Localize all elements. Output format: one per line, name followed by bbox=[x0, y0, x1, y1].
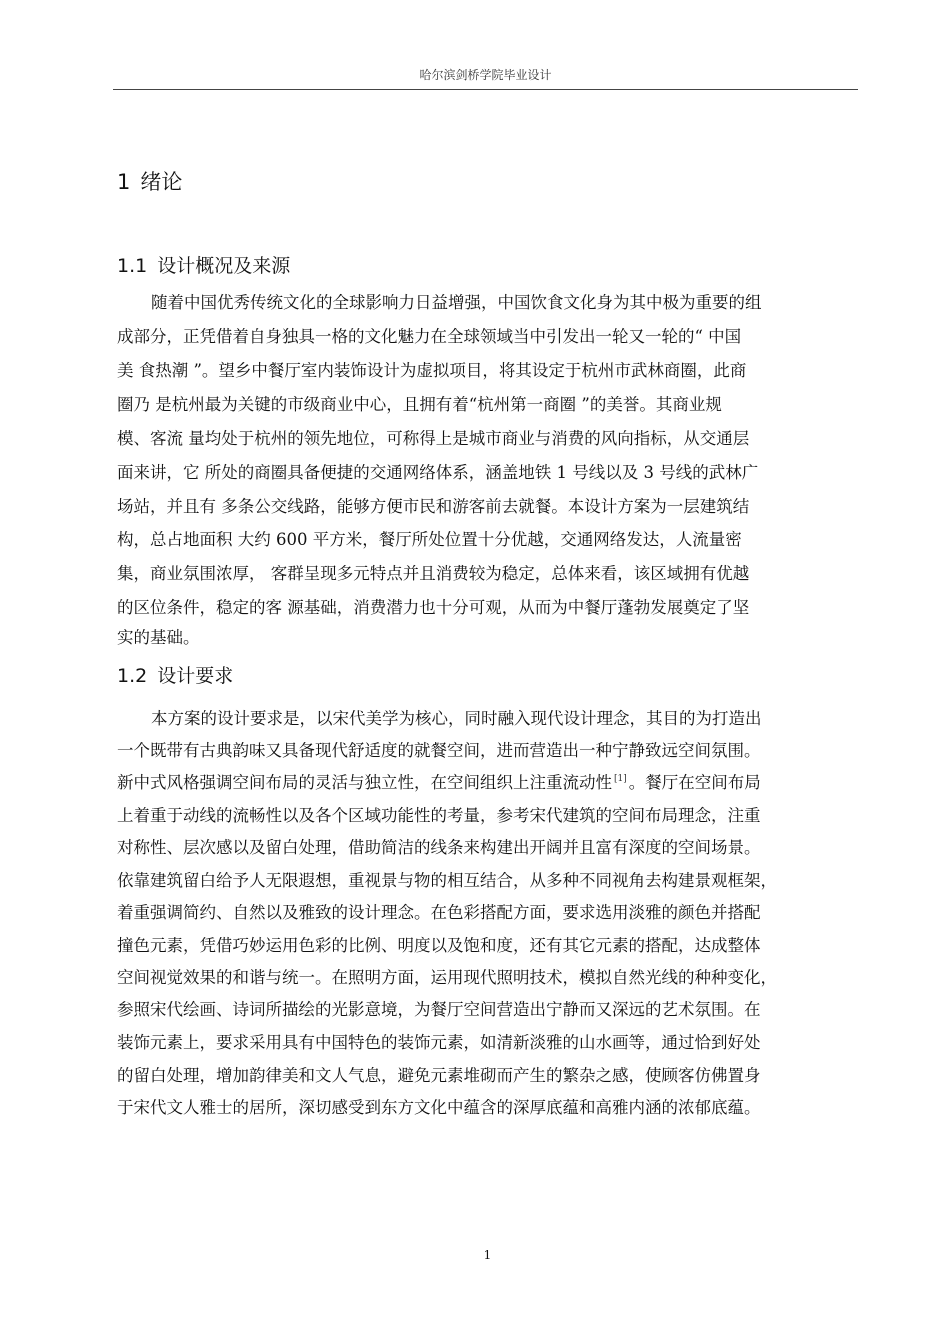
paragraph-line: 构，总占地面积 大约 600 平方米，餐厅所处位置十分优越，交通网络发达，人流量密 bbox=[117, 530, 742, 549]
section-title: 设计要求 bbox=[157, 665, 234, 687]
paragraph-line: 模、客流 量均处于杭州的领先地位，可称得上是城市商业与消费的风向指标，从交通层 bbox=[117, 429, 750, 448]
paragraph-line: 着重强调简约、自然以及雅致的设计理念。在色彩搭配方面，要求选用淡雅的颜色并搭配 bbox=[117, 903, 761, 922]
paragraph-line: 本方案的设计要求是，以宋代美学为核心，同时融入现代设计理念，其目的为打造出 bbox=[151, 709, 762, 728]
paragraph-text: 。餐厅在空间布局 bbox=[628, 773, 761, 792]
paragraph-line: 实的基础。 bbox=[117, 628, 200, 647]
paragraph-line: 成部分，正凭借着自身独具一格的文化魅力在全球领域当中引发出一轮又一轮的“ 中国 bbox=[117, 327, 742, 346]
section-heading-1-1 bbox=[117, 251, 290, 278]
paragraph-line: 美 食热潮 ”。望乡中餐厅室内装饰设计为虚拟项目，将其设定于杭州市武林商圈，此商 bbox=[117, 361, 747, 380]
chapter-number: 1 bbox=[117, 170, 131, 194]
section-heading-1-2 bbox=[117, 661, 233, 688]
page-number: 1 bbox=[483, 1248, 492, 1262]
paragraph-line: 对称性、层次感以及留白处理，借助简洁的线条来构建出开阔并且富有深度的空间场景。 bbox=[117, 838, 761, 857]
chapter-heading bbox=[117, 166, 182, 196]
paragraph-line bbox=[117, 767, 862, 798]
chapter-title: 绪论 bbox=[140, 170, 183, 194]
paragraph-line: 上着重于动线的流畅性以及各个区域功能性的考量，参考宋代建筑的空间布局理念，注重 bbox=[117, 806, 761, 825]
paragraph-line: 依靠建筑留白给予人无限遐想，重视景与物的相互结合，从多种不同视角去构建景观框架， bbox=[117, 871, 777, 890]
paragraph-line: 随着中国优秀传统文化的全球影响力日益增强，中国饮食文化身为其中极为重要的组 bbox=[151, 293, 762, 312]
paragraph-line: 一个既带有古典韵味又具备现代舒适度的就餐空间，进而营造出一种宁静致远空间氛围。 bbox=[117, 741, 761, 760]
paragraph-line: 装饰元素上，要求采用具有中国特色的装饰元素，如清新淡雅的山水画等，通过恰到好处 bbox=[117, 1033, 761, 1052]
section-number: 1.1 bbox=[117, 255, 148, 277]
paragraph-line: 场站，并且有 多条公交线路，能够方便市民和游客前去就餐。本设计方案为一层建筑结 bbox=[117, 497, 750, 516]
citation-marker[interactable]: [1] bbox=[614, 774, 627, 784]
paragraph-line: 撞色元素，凭借巧妙运用色彩的比例、明度以及饱和度，还有其它元素的搭配，达成整体 bbox=[117, 936, 761, 955]
paragraph-line: 集，商业氛围浓厚， 客群呈现多元特点并且消费较为稳定，总体来看，该区域拥有优越 bbox=[117, 564, 750, 583]
paragraph-line: 的留白处理，增加韵律美和文人气息，避免元素堆砌而产生的繁杂之感，使顾客仿佛置身 bbox=[117, 1066, 761, 1085]
section-title: 设计概况及来源 bbox=[157, 255, 291, 277]
paragraph-text: 新中式风格强调空间布局的灵活与独立性，在空间组织上注重流动性 bbox=[117, 773, 612, 792]
paragraph-line: 参照宋代绘画、诗词所描绘的光影意境，为餐厅空间营造出宁静而又深远的艺术氛围。在 bbox=[117, 1000, 761, 1019]
paragraph-line: 空间视觉效果的和谐与统一。在照明方面，运用现代照明技术，模拟自然光线的种种变化， bbox=[117, 968, 777, 987]
header-rule bbox=[113, 89, 858, 90]
section-number: 1.2 bbox=[117, 665, 148, 687]
paragraph-line: 于宋代文人雅士的居所，深切感受到东方文化中蕴含的深厚底蕴和高雅内涵的浓郁底蕴。 bbox=[117, 1098, 761, 1117]
paragraph-line: 面来讲，它 所处的商圈具备便捷的交通网络体系，涵盖地铁 1 号线以及 3 号线的武林广 bbox=[117, 463, 759, 482]
page-header: 哈尔滨剑桥学院毕业设计 bbox=[419, 68, 552, 82]
paragraph-line: 的区位条件，稳定的客 源基础，消费潜力也十分可观，从而为中餐厅蓬勃发展奠定了坚 bbox=[117, 598, 750, 617]
paragraph-line: 圈乃 是杭州最为关键的市级商业中心，且拥有着“杭州第一商圈 ”的美誉。其商业规 bbox=[117, 395, 722, 414]
